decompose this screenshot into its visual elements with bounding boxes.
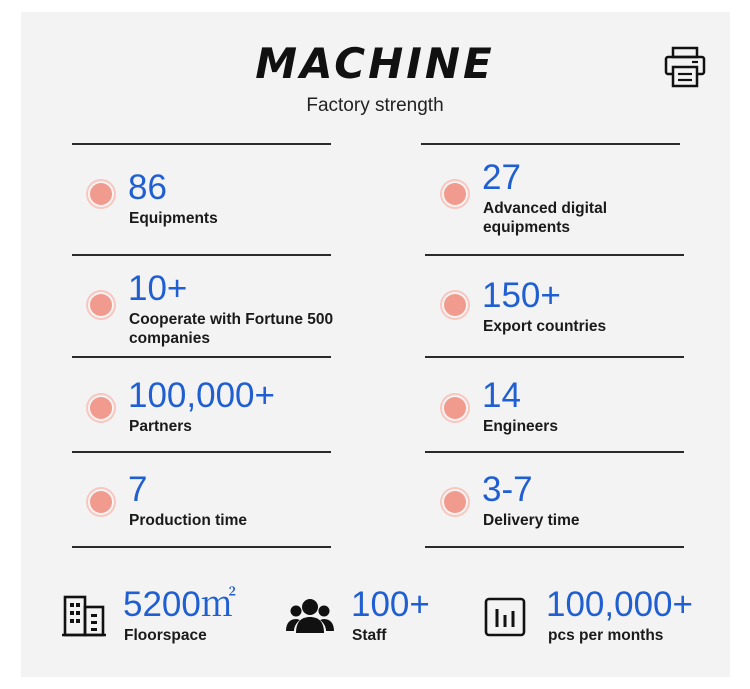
bullet-dot <box>90 294 112 316</box>
stat-label: Cooperate with Fortune 500 companies <box>129 311 334 347</box>
stat-label: Equipments <box>129 210 218 227</box>
bullet-dot <box>90 183 112 205</box>
staff-value: 100+ <box>351 585 430 624</box>
capacity-label: pcs per months <box>548 627 664 644</box>
divider <box>72 546 331 548</box>
stat-value: 100,000+ <box>128 376 275 415</box>
stat-value: 3-7 <box>482 470 533 509</box>
divider <box>425 356 684 358</box>
capacity-value: 100,000+ <box>546 585 693 624</box>
bullet-dot <box>444 397 466 419</box>
stat-value: 86 <box>128 168 167 207</box>
floorspace-label: Floorspace <box>124 627 207 644</box>
stat-value: 10+ <box>128 269 188 308</box>
stat-value: 14 <box>482 376 521 415</box>
capacity-block <box>482 585 722 649</box>
stat-label: Production time <box>129 512 247 529</box>
bar-chart-icon <box>482 593 530 641</box>
bullet-dot <box>90 491 112 513</box>
divider <box>72 254 331 256</box>
bullet-dot <box>444 491 466 513</box>
divider <box>425 546 684 548</box>
bullet-dot <box>90 397 112 419</box>
divider <box>421 143 680 145</box>
bullet-dot <box>444 183 466 205</box>
stat-value: 7 <box>128 470 148 509</box>
bullet-dot <box>444 294 466 316</box>
divider <box>425 451 684 453</box>
page-subtitle: Factory strength <box>306 95 444 116</box>
stat-label: Partners <box>129 418 192 435</box>
stat-label: Advanced digital equipments <box>483 200 608 236</box>
floorspace-block <box>60 585 260 649</box>
printer-icon <box>663 45 707 89</box>
divider <box>72 143 331 145</box>
stat-label: Export countries <box>483 318 607 335</box>
people-icon <box>286 593 334 641</box>
stat-value: 27 <box>482 158 521 197</box>
divider <box>72 356 331 358</box>
stat-label: Delivery time <box>483 512 580 529</box>
stat-value: 150+ <box>482 276 561 315</box>
staff-block <box>286 585 456 649</box>
building-icon <box>60 593 108 641</box>
divider <box>425 254 684 256</box>
floorspace-value: 5200㎡ <box>123 585 236 624</box>
stat-label: Engineers <box>483 418 558 435</box>
divider <box>72 451 331 453</box>
page-title: MACHINE <box>255 39 495 88</box>
staff-label: Staff <box>352 627 387 644</box>
